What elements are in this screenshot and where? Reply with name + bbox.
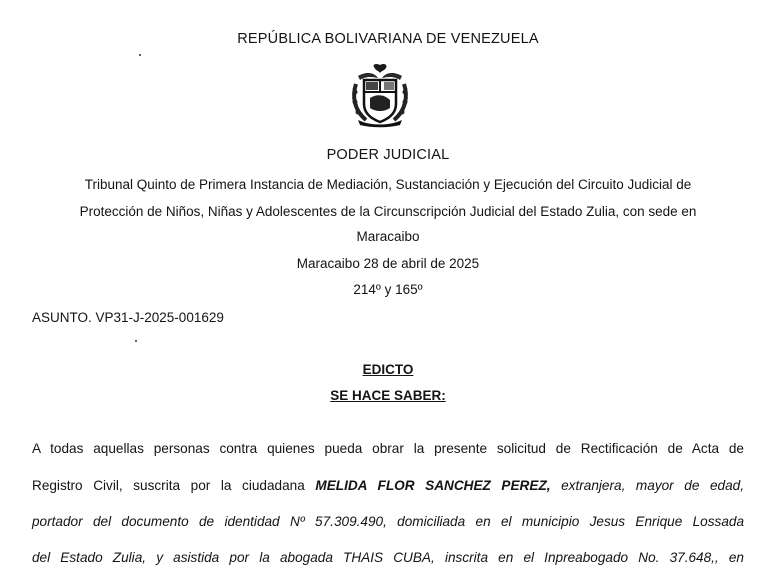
date-line: Maracaibo 28 de abril de 2025 bbox=[296, 256, 480, 271]
body-line-1: A todas aquellas personas contra quienes pueda obrar la presente solicitud de Rectificación de Acta de bbox=[32, 441, 744, 456]
body-line-2-end: extranjera, mayor de edad, bbox=[561, 478, 745, 493]
asunto-line: ASUNTO. VP31-J-2025-001629 bbox=[32, 310, 224, 325]
years-line: 214º y 165º bbox=[353, 282, 423, 297]
body-line-2-start: Registro Civil, suscrita por la ciudadana bbox=[32, 478, 305, 493]
body-line-4: del Estado Zulia, y asistida por la abogada THAIS CUBA, inscrita en el Inpreabogado No. 37.648,, en bbox=[32, 550, 744, 565]
se-hace-saber-title: SE HACE SABER: bbox=[330, 388, 446, 403]
country-heading: REPÚBLICA BOLIVARIANA DE VENEZUELA bbox=[237, 31, 539, 47]
court-line-3: Maracaibo bbox=[356, 229, 420, 244]
body-line-3: portador del documento de identidad Nº 57.309.490, domiciliada en el municipio Jesus Enrique Lossada bbox=[32, 514, 744, 529]
court-line-2: Protección de Niños, Niñas y Adolescentes de la Circunscripción Judicial del Estado Zulia, con sede en bbox=[79, 204, 697, 219]
coat-of-arms-icon bbox=[348, 62, 412, 128]
scan-speck bbox=[135, 340, 137, 342]
edicto-title: EDICTO bbox=[362, 362, 414, 377]
scan-speck bbox=[139, 54, 141, 56]
court-line-1: Tribunal Quinto de Primera Instancia de Mediación, Sustanciación y Ejecución del Circuito Judicial de bbox=[84, 177, 692, 192]
applicant-name: MELIDA FLOR SANCHEZ PEREZ, bbox=[315, 478, 551, 493]
body-line-2 bbox=[32, 478, 744, 493]
branch-heading: PODER JUDICIAL bbox=[326, 147, 450, 163]
